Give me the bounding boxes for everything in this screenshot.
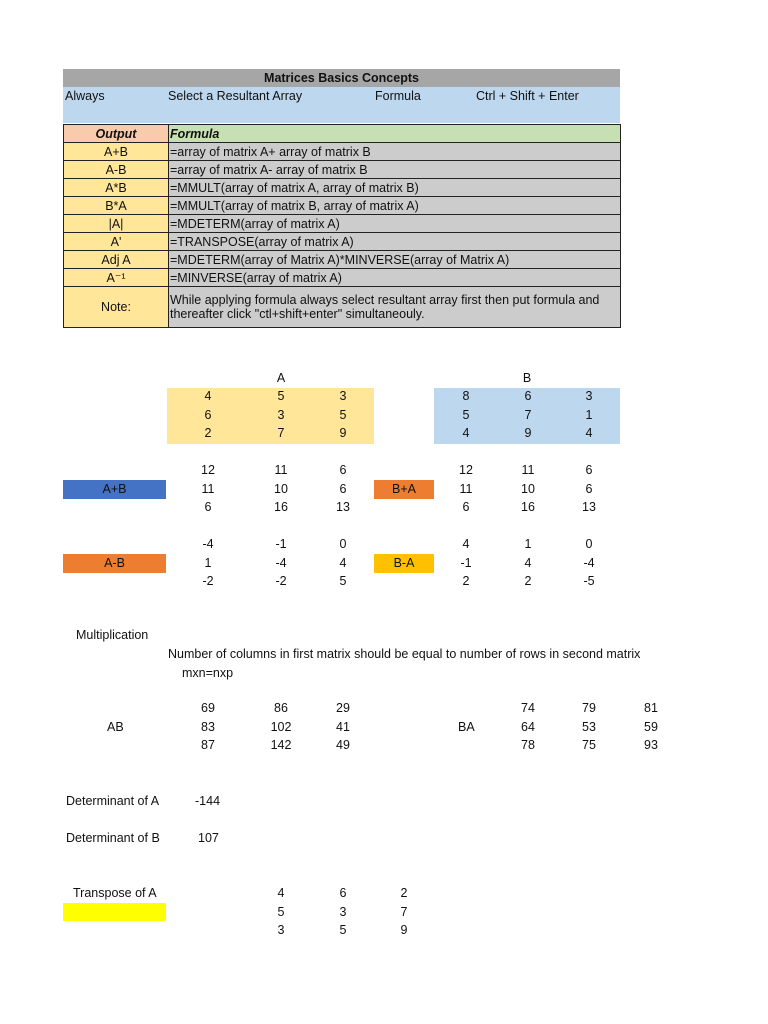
matrix-cell[interactable]: 3 — [277, 407, 285, 422]
formula-cell[interactable]: =MINVERSE(array of matrix A) — [169, 269, 621, 287]
matrix-cell[interactable]: 29 — [336, 701, 350, 715]
output-cell[interactable]: A*B — [64, 179, 169, 197]
note-label[interactable]: Note: — [64, 287, 169, 328]
note-row — [64, 287, 621, 328]
matrix-cell[interactable]: 9 — [339, 426, 347, 440]
matrix-cell[interactable]: 0 — [339, 537, 347, 551]
output-cell[interactable]: B*A — [64, 197, 169, 215]
matrix-cell[interactable]: 12 — [201, 463, 215, 477]
matrix-cell[interactable]: 3 — [339, 389, 347, 403]
matrix-a-label: A — [276, 371, 286, 385]
matrix-cell[interactable]: 6 — [339, 481, 347, 496]
matrix-cell[interactable]: 93 — [644, 738, 658, 752]
sheet-title: Matrices Basics Concepts — [63, 69, 620, 87]
matrix-cell[interactable]: 4 — [277, 886, 285, 900]
matrix-cell[interactable]: 10 — [521, 481, 535, 496]
matrix-cell[interactable]: 4 — [462, 537, 470, 551]
formula-cell[interactable]: =MDETERM(array of matrix A) — [169, 215, 621, 233]
matrix-cell[interactable]: 2 — [204, 426, 212, 440]
matrix-cell[interactable]: 6 — [585, 481, 593, 496]
formula-cell[interactable]: =array of matrix A+ array of matrix B — [169, 143, 621, 161]
matrix-cell[interactable]: 102 — [270, 719, 292, 734]
matrix-cell[interactable]: 1 — [524, 537, 532, 551]
info-select: Select a Resultant Array — [168, 89, 303, 103]
output-cell[interactable]: |A| — [64, 215, 169, 233]
matrix-cell[interactable]: 79 — [582, 701, 596, 715]
note-text[interactable]: While applying formula always select resultant array first then put formula and thereafter click "ctl+shift+enter" simultaneouly. — [169, 287, 621, 328]
matrix-cell[interactable]: -2 — [202, 574, 214, 588]
matrix-cell[interactable]: 0 — [585, 537, 593, 551]
matrix-cell[interactable]: 16 — [521, 500, 535, 514]
matrix-cell[interactable]: 6 — [339, 463, 347, 477]
matrix-cell[interactable]: 6 — [339, 886, 347, 900]
matrix-cell[interactable]: 11 — [521, 463, 535, 477]
b-plus-a-badge: B+A — [374, 480, 434, 499]
table-row — [64, 233, 621, 251]
matrix-cell[interactable]: 2 — [462, 574, 470, 588]
formula-cell[interactable]: =MDETERM(array of Matrix A)*MINVERSE(array of Matrix A) — [169, 251, 621, 269]
output-cell[interactable]: A-B — [64, 161, 169, 179]
output-cell[interactable]: A⁻¹ — [64, 269, 169, 287]
formula-cell[interactable]: =MMULT(array of matrix B, array of matrix A) — [169, 197, 621, 215]
det-b-label: Determinant of B — [66, 831, 160, 845]
matrix-cell[interactable]: 7 — [400, 904, 408, 919]
output-header[interactable]: Output — [64, 125, 169, 143]
matrix-cell[interactable]: 83 — [201, 719, 215, 734]
table-row — [64, 269, 621, 287]
matrix-cell[interactable]: 4 — [524, 555, 532, 570]
det-a-label: Determinant of A — [66, 794, 160, 808]
matrix-cell[interactable]: 1 — [204, 555, 212, 570]
table-row — [64, 161, 621, 179]
multiplication-heading: Multiplication — [76, 628, 149, 642]
matrix-cell[interactable]: 11 — [201, 481, 215, 496]
matrix-cell[interactable]: 9 — [400, 923, 408, 937]
info-formula: Formula — [375, 89, 421, 103]
matrix-cell[interactable]: 6 — [204, 407, 212, 422]
matrix-cell[interactable]: 2 — [524, 574, 532, 588]
matrix-cell[interactable]: 142 — [270, 738, 292, 752]
matrix-cell[interactable]: 7 — [524, 407, 532, 422]
ba-label: BA — [458, 720, 475, 734]
det-a-value[interactable]: -144 — [195, 794, 221, 808]
matrix-cell[interactable]: 69 — [201, 701, 215, 715]
output-cell[interactable]: A' — [64, 233, 169, 251]
matrix-b-label: B — [522, 371, 532, 385]
matrix-cell[interactable]: 5 — [339, 407, 347, 422]
matrix-cell[interactable]: -4 — [202, 537, 214, 551]
matrix-cell[interactable]: 5 — [339, 923, 347, 937]
formula-cell[interactable]: =MMULT(array of matrix A, array of matrix B) — [169, 179, 621, 197]
matrix-cell[interactable]: 75 — [582, 738, 596, 752]
matrix-cell[interactable]: 3 — [585, 389, 593, 403]
multiplication-dims: mxn=nxp — [182, 666, 234, 680]
matrix-cell[interactable]: 11 — [274, 463, 288, 477]
a-plus-b-badge: A+B — [63, 480, 166, 499]
b-minus-a-badge: B-A — [374, 554, 434, 573]
matrix-cell[interactable]: 16 — [274, 500, 288, 514]
matrix-cell[interactable]: 41 — [336, 719, 350, 734]
matrix-cell[interactable]: -5 — [583, 574, 595, 588]
matrix-cell[interactable]: 6 — [204, 500, 212, 514]
multiplication-rule: Number of columns in first matrix should be equal to number of rows in second matrix — [168, 647, 641, 661]
table-row — [64, 197, 621, 215]
output-cell[interactable]: A+B — [64, 143, 169, 161]
matrix-cell[interactable]: 8 — [462, 389, 470, 403]
transpose-label: Transpose of A — [73, 886, 157, 900]
matrix-cell[interactable]: 3 — [277, 923, 285, 937]
matrix-cell[interactable]: 4 — [204, 389, 212, 403]
table-row — [64, 179, 621, 197]
matrix-cell[interactable]: 74 — [521, 701, 535, 715]
matrix-cell[interactable]: 4 — [585, 426, 593, 440]
matrix-cell[interactable]: 59 — [644, 719, 658, 734]
matrix-cell[interactable]: 5 — [462, 407, 470, 422]
info-shortcut: Ctrl + Shift + Enter — [476, 89, 579, 103]
matrix-cell[interactable]: -4 — [275, 555, 287, 570]
matrix-cell[interactable]: 1 — [585, 407, 593, 422]
table-row — [64, 251, 621, 269]
table-row — [64, 143, 621, 161]
matrix-cell[interactable]: 9 — [524, 426, 532, 440]
matrix-cell[interactable]: 2 — [400, 886, 408, 900]
matrix-cell[interactable]: -2 — [275, 574, 287, 588]
matrix-cell[interactable]: 64 — [521, 719, 535, 734]
matrix-cell[interactable]: 4 — [339, 555, 347, 570]
matrix-cell[interactable]: 11 — [459, 481, 473, 496]
matrix-cell[interactable]: 6 — [524, 389, 532, 403]
transpose-marker[interactable] — [63, 903, 166, 921]
matrix-cell[interactable]: -4 — [583, 555, 595, 570]
det-b-value[interactable]: 107 — [198, 831, 219, 845]
matrix-cell[interactable]: 5 — [339, 574, 347, 588]
info-bar — [63, 87, 620, 123]
matrix-cell[interactable]: -1 — [275, 537, 287, 551]
matrix-cell[interactable]: 86 — [274, 701, 288, 715]
matrix-cell[interactable]: 53 — [582, 719, 596, 734]
matrix-cell[interactable]: 13 — [582, 500, 596, 514]
matrix-cell[interactable]: 3 — [339, 904, 347, 919]
matrix-cell[interactable]: 81 — [644, 701, 658, 715]
matrix-cell[interactable]: 12 — [459, 463, 473, 477]
formula-header[interactable]: Formula — [169, 125, 621, 143]
a-minus-b-badge: A-B — [63, 554, 166, 573]
matrix-cell[interactable]: 6 — [585, 463, 593, 477]
formula-cell[interactable]: =array of matrix A- array of matrix B — [169, 161, 621, 179]
matrix-cell[interactable]: 5 — [277, 389, 285, 403]
matrix-cell[interactable]: 7 — [277, 426, 285, 440]
formula-cell[interactable]: =TRANSPOSE(array of matrix A) — [169, 233, 621, 251]
matrix-cell[interactable]: 6 — [462, 500, 470, 514]
ab-label: AB — [107, 720, 124, 734]
matrix-cell[interactable]: 13 — [336, 500, 350, 514]
table-row — [64, 215, 621, 233]
matrix-cell[interactable]: 78 — [521, 738, 535, 752]
formula-table-header — [64, 125, 621, 143]
matrix-cell[interactable]: -1 — [460, 555, 472, 570]
matrix-cell[interactable]: 5 — [277, 904, 285, 919]
info-always: Always — [65, 89, 105, 103]
matrix-cell[interactable]: 4 — [462, 426, 470, 440]
formula-table — [63, 124, 621, 328]
matrix-cell[interactable]: 49 — [336, 738, 350, 752]
matrix-cell[interactable]: 10 — [274, 481, 288, 496]
output-cell[interactable]: Adj A — [64, 251, 169, 269]
matrix-cell[interactable]: 87 — [201, 738, 215, 752]
